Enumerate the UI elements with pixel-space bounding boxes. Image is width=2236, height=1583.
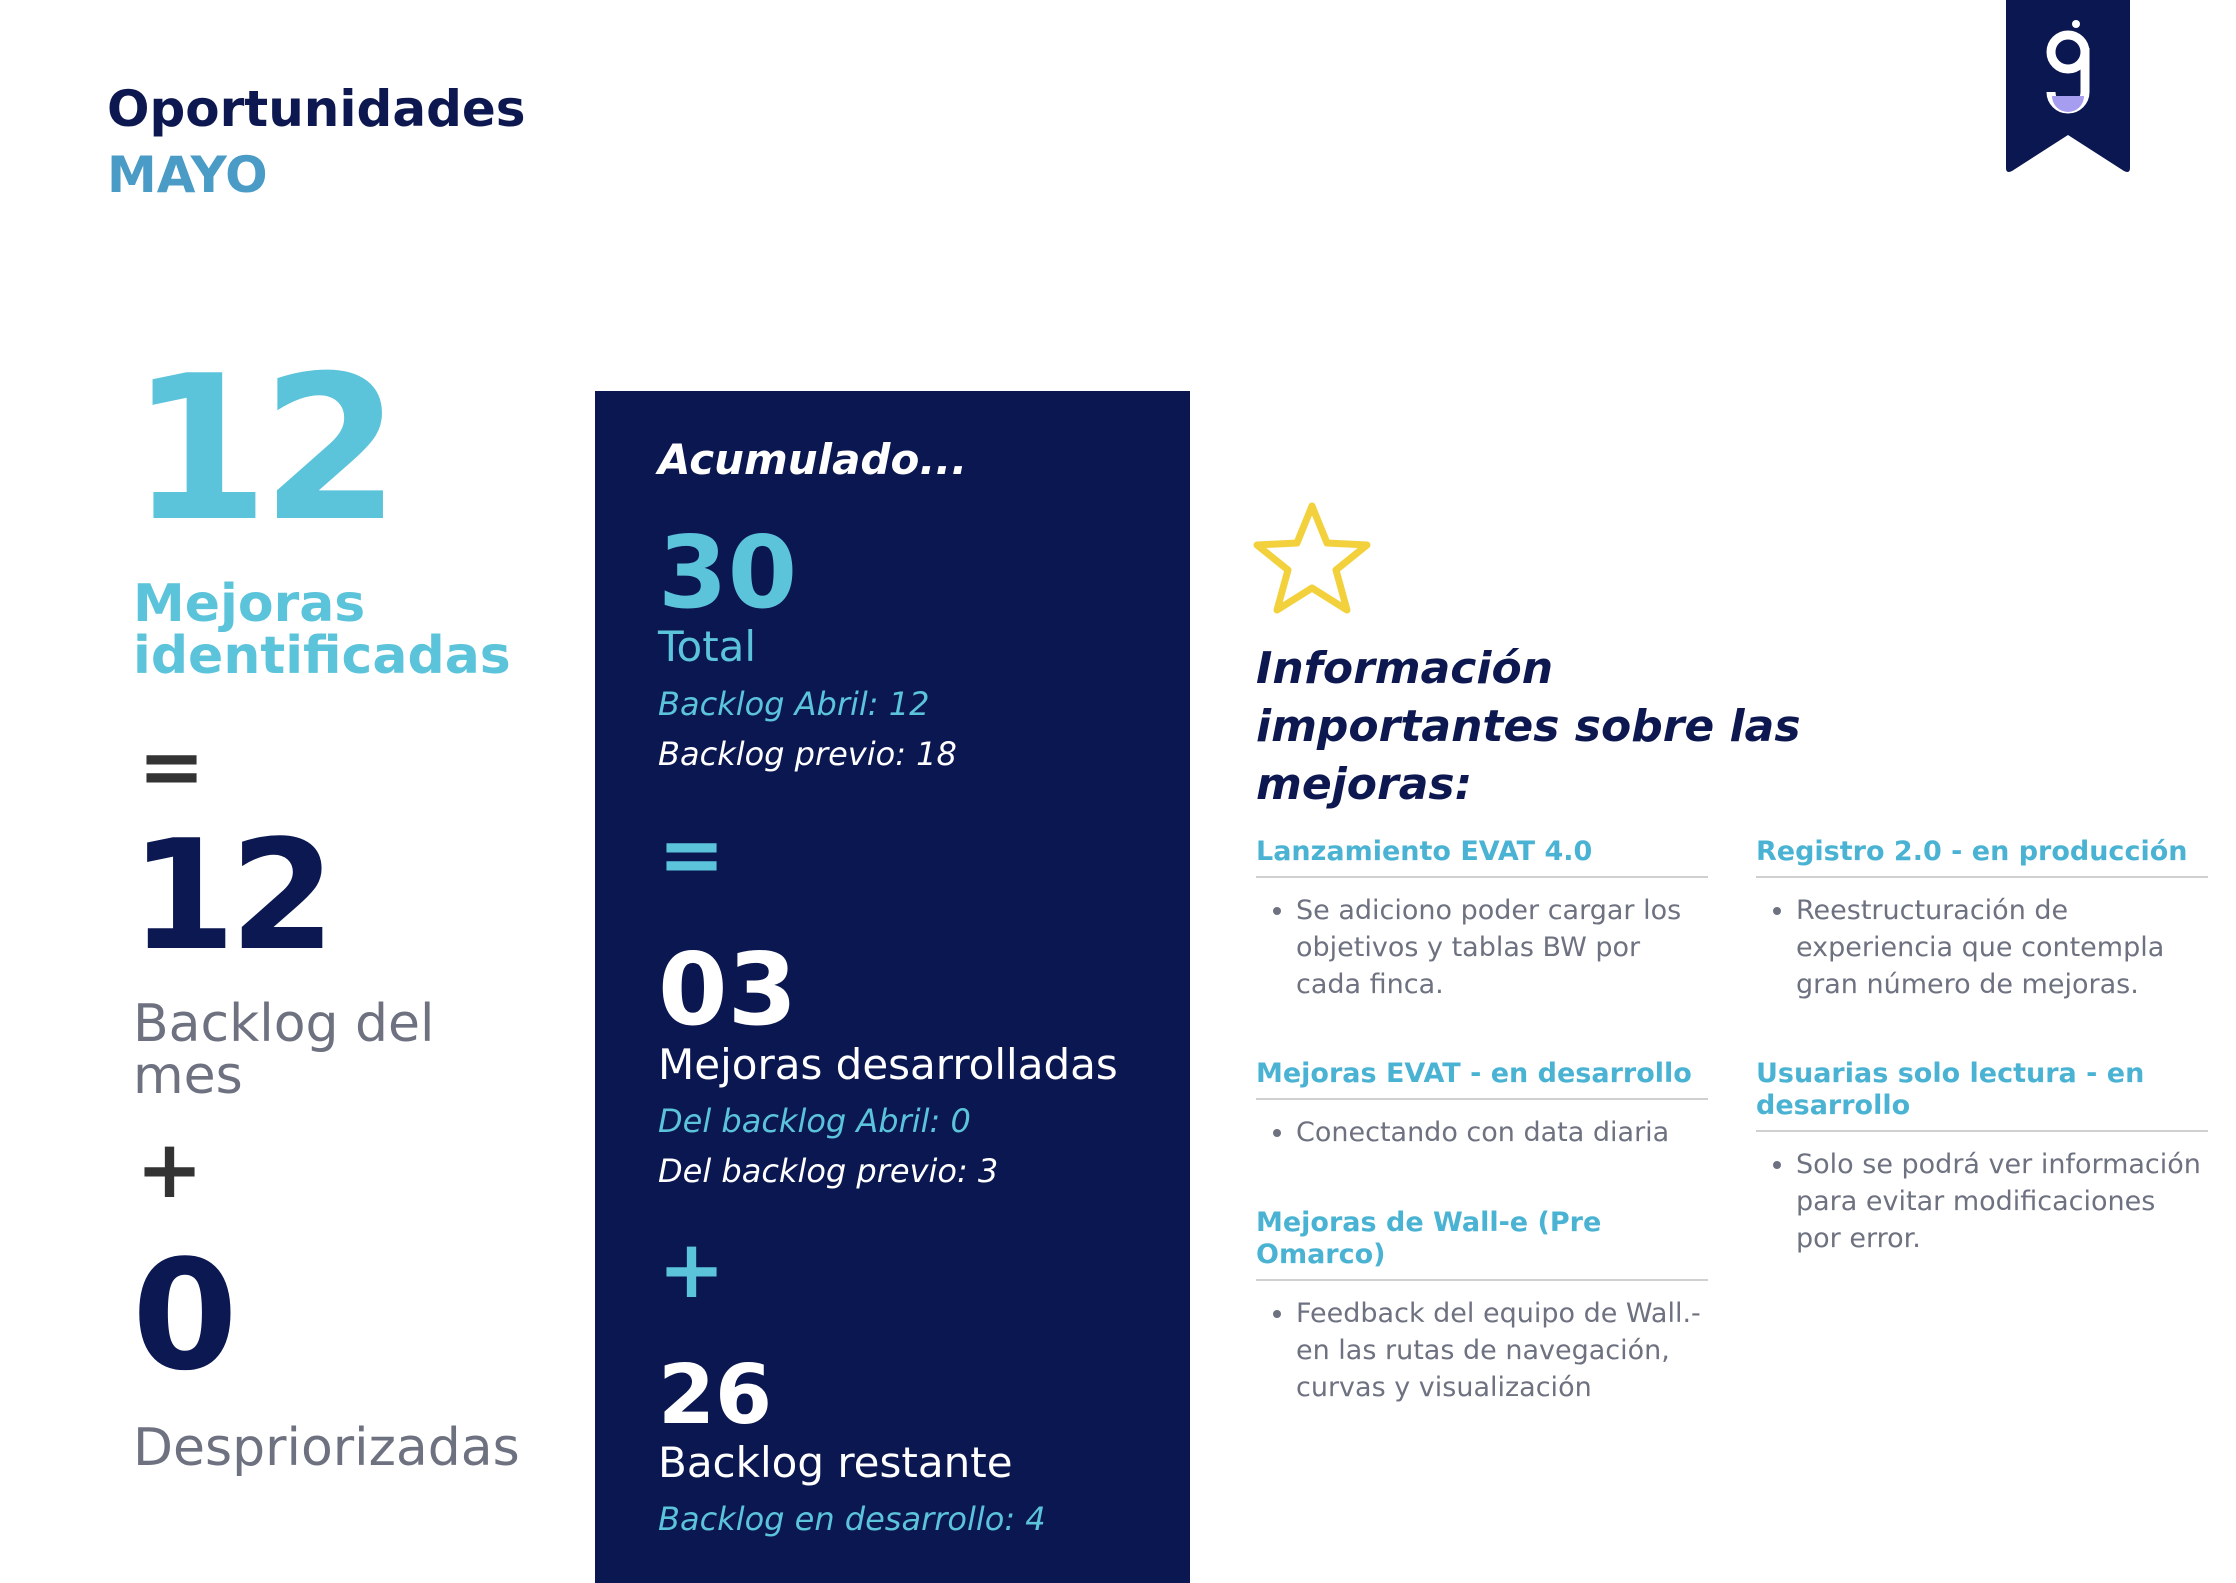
list-item: • Solo se podrá ver información para evitar modificaciones por error.	[1796, 1146, 2208, 1257]
panel-heading: Acumulado...	[658, 435, 968, 484]
remaining-count: 26	[658, 1348, 773, 1443]
total-label: Total	[658, 622, 757, 671]
section-heading: Registro 2.0 - en producción	[1756, 836, 2208, 878]
total-detail-april: Backlog Abril: 12	[658, 685, 930, 723]
equals-operator: =	[138, 720, 206, 813]
identified-label: Mejoras identificadas	[133, 574, 511, 686]
developed-detail-april: Del backlog Abril: 0	[658, 1102, 971, 1140]
remaining-detail: Backlog en desarrollo: 4	[658, 1500, 1046, 1538]
section-heading: Mejoras de Wall-e (Pre Omarco)	[1256, 1207, 1708, 1281]
info-section-readonly-users	[1756, 1058, 2208, 1257]
section-heading: Mejoras EVAT - en desarrollo	[1256, 1058, 1708, 1100]
panel-plus-operator: +	[658, 1223, 726, 1316]
list-item: • Conectando con data diaria	[1296, 1114, 1708, 1151]
remaining-label: Backlog restante	[658, 1438, 1013, 1487]
developed-label: Mejoras desarrolladas	[658, 1040, 1118, 1089]
page-subtitle: MAYO	[107, 146, 268, 204]
backlog-label: Backlog del mes	[133, 994, 435, 1106]
backlog-count: 12	[130, 807, 330, 984]
total-count: 30	[658, 514, 798, 631]
total-detail-previous: Backlog previo: 18	[658, 735, 957, 773]
developed-detail-previous: Del backlog previo: 3	[658, 1152, 999, 1190]
page-title: Oportunidades	[107, 80, 526, 138]
list-item: • Se adiciono poder cargar los objetivos y tablas BW por cada finca.	[1296, 892, 1708, 1003]
plus-operator: +	[136, 1123, 204, 1216]
list-item: • Feedback del equipo de Wall.- en las rutas de navegación, curvas y visualización	[1296, 1295, 1708, 1406]
developed-count: 03	[658, 931, 798, 1048]
info-section-walle	[1256, 1207, 1708, 1406]
info-section-registro	[1756, 836, 2208, 1003]
star-icon	[1250, 500, 1375, 620]
panel-equals-operator: =	[658, 808, 726, 901]
info-section-evat-dev	[1256, 1058, 1708, 1151]
info-section-evat-launch	[1256, 836, 1708, 1003]
list-item: • Reestructuración de experiencia que contempla gran número de mejoras.	[1796, 892, 2208, 1003]
section-heading: Usuarias solo lectura - en desarrollo	[1756, 1058, 2208, 1132]
brand-bookmark-logo	[2006, 0, 2130, 174]
deprioritized-label: Despriorizadas	[133, 1418, 520, 1478]
section-heading: Lanzamiento EVAT 4.0	[1256, 836, 1708, 878]
identified-count: 12	[130, 333, 393, 566]
info-title: Información importantes sobre las mejoras:	[1256, 643, 1801, 810]
deprioritized-count: 0	[132, 1227, 238, 1404]
